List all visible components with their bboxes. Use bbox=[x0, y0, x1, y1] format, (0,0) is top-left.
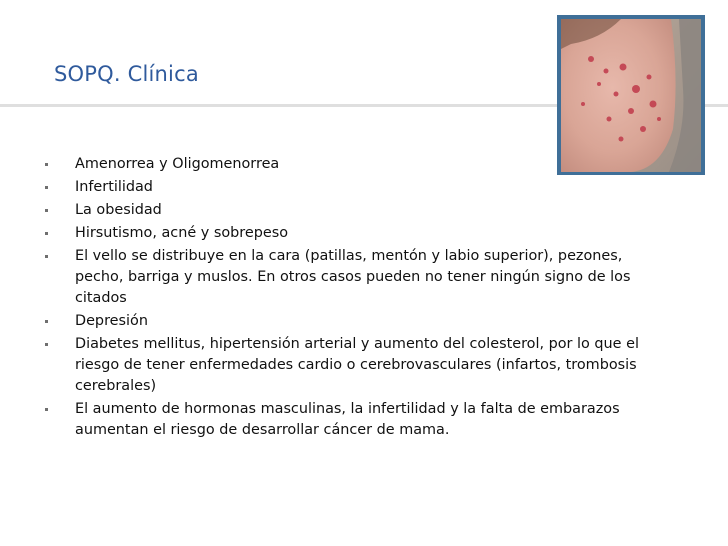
bullet-marker bbox=[45, 232, 48, 235]
acne-face-photo bbox=[561, 19, 701, 172]
list-item: El vello se distribuye en la cara (patillas, mentón y labio superior), pezones, pecho, barriga y muslos. En otros casos pueden no tener ningún signo de los citados bbox=[43, 246, 653, 309]
bullet-marker bbox=[45, 209, 48, 212]
list-item: Diabetes mellitus, hipertensión arterial y aumento del colesterol, por lo que el riesgo de tener enfermedades cardio o cerebrovasculares (infartos, trombosis cerebrales) bbox=[43, 334, 653, 397]
bullet-marker bbox=[45, 408, 48, 411]
slide-title: SOPQ. Clínica bbox=[54, 62, 199, 86]
list-item: Depresión bbox=[43, 311, 653, 332]
bullet-marker bbox=[45, 163, 48, 166]
list-item: Infertilidad bbox=[43, 177, 653, 198]
list-item: Hirsutismo, acné y sobrepeso bbox=[43, 223, 653, 244]
bullet-marker bbox=[45, 186, 48, 189]
list-item: Amenorrea y Oligomenorrea bbox=[43, 154, 653, 175]
symptom-list bbox=[43, 154, 653, 443]
list-item: La obesidad bbox=[43, 200, 653, 221]
bullet-marker bbox=[45, 255, 48, 258]
bullet-marker bbox=[45, 320, 48, 323]
bullet-marker bbox=[45, 343, 48, 346]
list-item: El aumento de hormonas masculinas, la infertilidad y la falta de embarazos aumentan el riesgo de desarrollar cáncer de mama. bbox=[43, 399, 653, 441]
